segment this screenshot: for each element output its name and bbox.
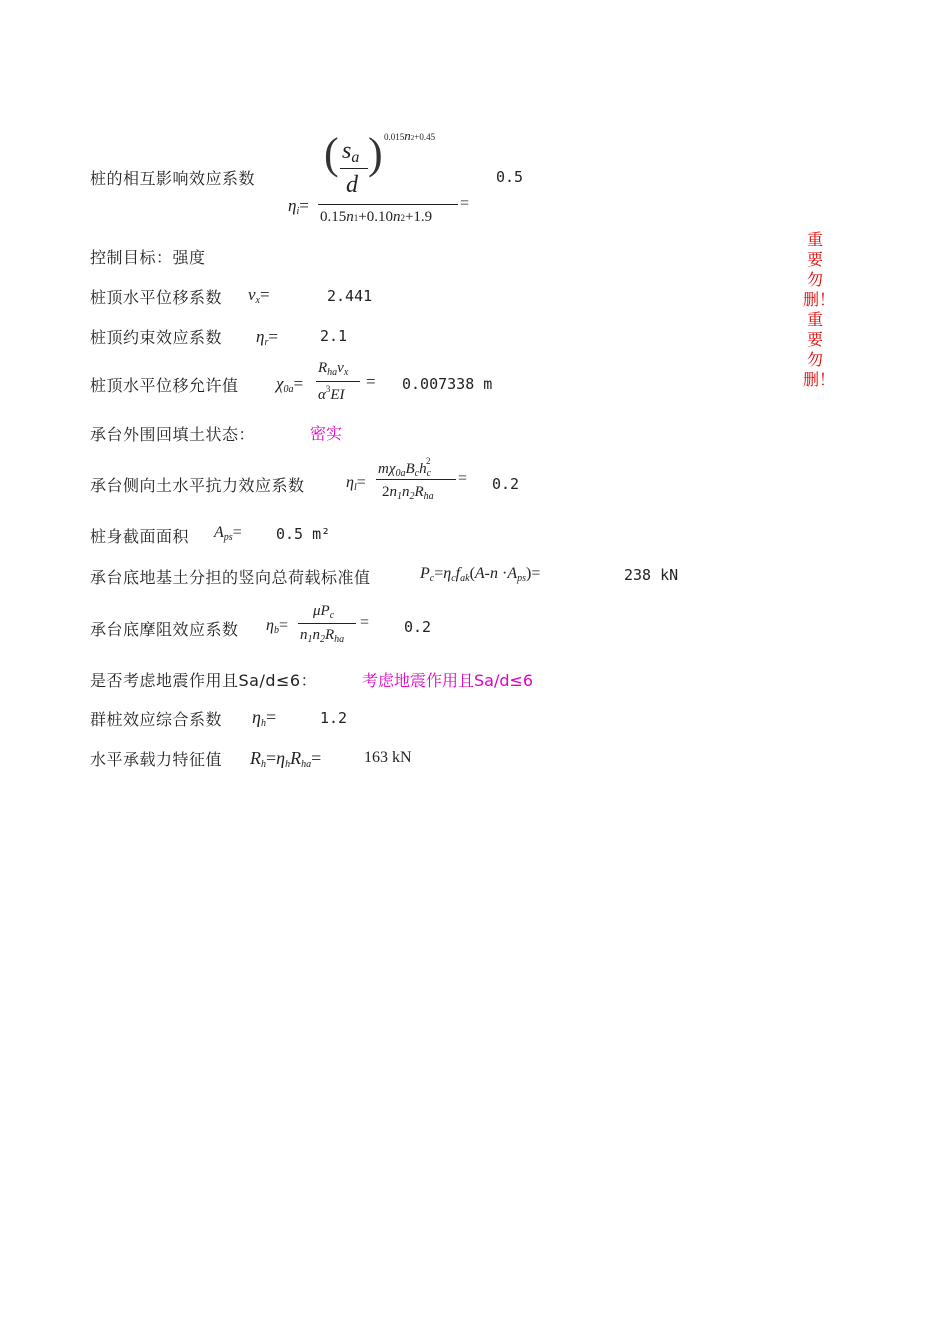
- eta-r-symbol: $\eta_r=$: [256, 327, 278, 348]
- rh-value: 163 kN: [364, 749, 412, 766]
- nu-x-label: 桩顶水平位移系数: [90, 288, 223, 307]
- eta-i-label: 桩的相互影响效应系数: [90, 169, 256, 188]
- nu-x-value: 2.441: [327, 287, 373, 305]
- aps-symbol: $A_{ps}=$: [214, 524, 242, 543]
- chi-label: 桩顶水平位移允许值: [90, 376, 239, 395]
- backfill-option[interactable]: 密实: [310, 424, 343, 443]
- side-note: 重要勿删！重要勿删！: [803, 230, 836, 389]
- chi-value: 0.007338 m: [402, 375, 493, 393]
- eta-i-value: 0.5: [496, 168, 524, 186]
- nu-x-symbol: $\nu_x=$: [248, 285, 270, 306]
- pc-formula: $P_c=\eta_cf_{ak}(A-n \cdot A_{ps})=$: [420, 565, 541, 584]
- pc-value: 238 kN: [624, 566, 679, 584]
- seismic-label: 是否考虑地震作用且Sa/d≤6：: [90, 671, 318, 690]
- aps-label: 桩身截面面积: [90, 527, 190, 546]
- seismic-option[interactable]: 考虑地震作用且Sa/d≤6: [362, 671, 534, 690]
- eta-h-label: 群桩效应综合系数: [90, 710, 223, 729]
- backfill-label: 承台外围回填土状态：: [90, 425, 256, 444]
- eta-r-label: 桩顶约束效应系数: [90, 328, 223, 347]
- rh-formula: $R_h=\eta_hR_{ha}=$: [250, 748, 322, 770]
- eta-l-label: 承台侧向土水平抗力效应系数: [90, 476, 305, 495]
- eta-h-symbol: $\eta_h=$: [252, 707, 277, 729]
- pc-label: 承台底地基土分担的竖向总荷载标准值: [90, 568, 371, 587]
- eta-b-value: 0.2: [404, 618, 432, 636]
- eta-l-value: 0.2: [492, 475, 520, 493]
- eta-b-label: 承台底摩阻效应系数: [90, 620, 239, 639]
- aps-value: 0.5 m²: [276, 525, 331, 543]
- eta-r-value: 2.1: [320, 327, 348, 345]
- control-target-label: 控制目标：强度: [90, 248, 206, 267]
- rh-label: 水平承载力特征值: [90, 750, 223, 769]
- eta-h-value: 1.2: [320, 709, 348, 727]
